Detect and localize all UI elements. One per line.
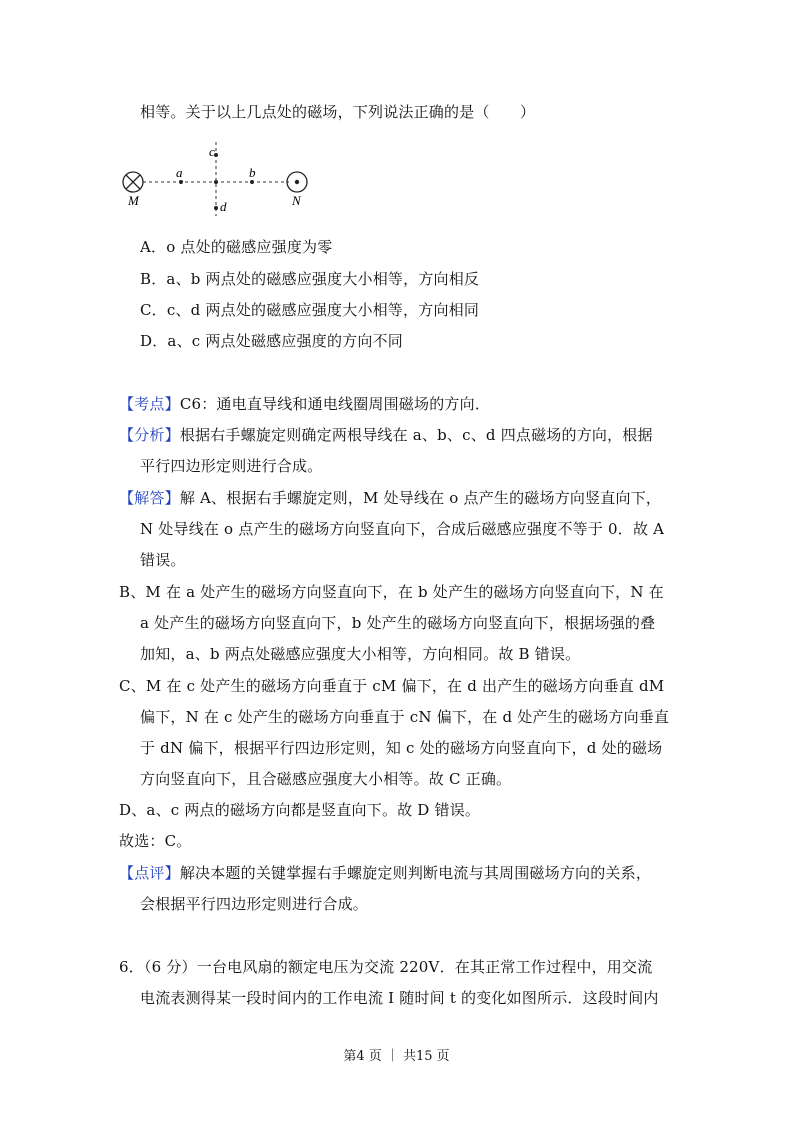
label-n: N [292, 193, 301, 208]
label-c: c [209, 144, 215, 159]
jieda-text-2: N 处导线在 o 点产生的磁场方向竖直向下，合成后磁感应强度不等于 0．故 A [140, 520, 665, 538]
jieda-text-3: 错误。 [140, 551, 186, 569]
page-footer: 第4 页 ｜ 共15 页 [343, 1049, 450, 1064]
solution-d-line: D、a、c 两点的磁场方向都是竖直向下。故 D 错误。 [119, 801, 481, 819]
kaodian-text: C6：通电直导线和通电线圈周围磁场的方向． [179, 395, 491, 413]
option-d: D．a、c 两点处磁感应强度的方向不同 [140, 332, 403, 350]
solution-b-line-1: B、M 在 a 处产生的磁场方向竖直向下，在 b 处产生的磁场方向竖直向下，N 在 [119, 583, 664, 601]
wire-n-out-of-page-icon [287, 172, 307, 192]
solution-c-line-3: 于 dN 偏下，根据平行四边形定则，知 c 处的磁场方向竖直向下，d 处的磁场 [140, 739, 663, 757]
dianping-text-2: 会根据平行四边形定则进行合成。 [140, 895, 369, 913]
dianping-tag: 【点评】 [119, 864, 180, 882]
jieda-tag: 【解答】 [119, 489, 180, 507]
solution-b-line-2: a 处产生的磁场方向竖直向下，b 处产生的磁场方向竖直向下，根据场强的叠 [140, 614, 656, 632]
dianping-line [119, 863, 651, 883]
point-a [179, 180, 183, 184]
dianping-text-1: 解决本题的关键掌握右手螺旋定则判断电流与其周围磁场方向的关系， [179, 864, 652, 882]
point-o [214, 180, 218, 184]
fenxi-text-2: 平行四边形定则进行合成。 [140, 457, 323, 475]
kaodian-line [119, 394, 490, 414]
option-b: B．a、b 两点处的磁感应强度大小相等，方向相反 [140, 270, 480, 288]
option-a: A．o 点处的磁感应强度为零 [140, 238, 333, 256]
option-c: C．c、d 两点处的磁感应强度大小相等，方向相同 [140, 301, 480, 319]
solution-c-line-1: C、M 在 c 处产生的磁场方向垂直于 cM 偏下，在 d 出产生的磁场方向垂直 dM [119, 677, 665, 695]
kaodian-tag: 【考点】 [119, 395, 180, 413]
fenxi-line [119, 425, 653, 445]
solution-b-line-3: 加知，a、b 两点处磁感应强度大小相等，方向相同。故 B 错误。 [140, 645, 581, 663]
answer-line: 故选：C。 [119, 832, 192, 850]
magnetic-field-figure [116, 134, 316, 218]
solution-c-line-4: 方向竖直向下，且合磁感应强度大小相等。故 C 正确。 [140, 770, 512, 788]
label-d: d [220, 199, 227, 214]
point-b [250, 180, 254, 184]
label-a: a [176, 165, 183, 180]
fenxi-tag: 【分析】 [119, 426, 180, 444]
fenxi-text-1: 根据右手螺旋定则确定两根导线在 a、b、c、d 四点磁场的方向，根据 [179, 426, 653, 444]
label-m: M [128, 193, 139, 208]
wire-m-into-page-icon [123, 172, 143, 192]
jieda-line [119, 488, 661, 508]
question6-line-2: 电流表测得某一段时间内的工作电流 I 随时间 t 的变化如图所示．这段时间内 [140, 989, 659, 1007]
question6-line-1: 6．（6 分）一台电风扇的额定电压为交流 220V．在其正常工作过程中，用交流 [119, 958, 653, 976]
point-d [214, 206, 218, 210]
solution-c-line-2: 偏下，N 在 c 处产生的磁场方向垂直于 cN 偏下，在 d 处产生的磁场方向垂直 [140, 708, 670, 726]
question-intro: 相等。关于以上几点处的磁场，下列说法正确的是（ ） [140, 103, 536, 121]
jieda-text-1: 解 A、根据右手螺旋定则，M 处导线在 o 点产生的磁场方向竖直向下， [179, 489, 662, 507]
label-b: b [249, 165, 256, 180]
